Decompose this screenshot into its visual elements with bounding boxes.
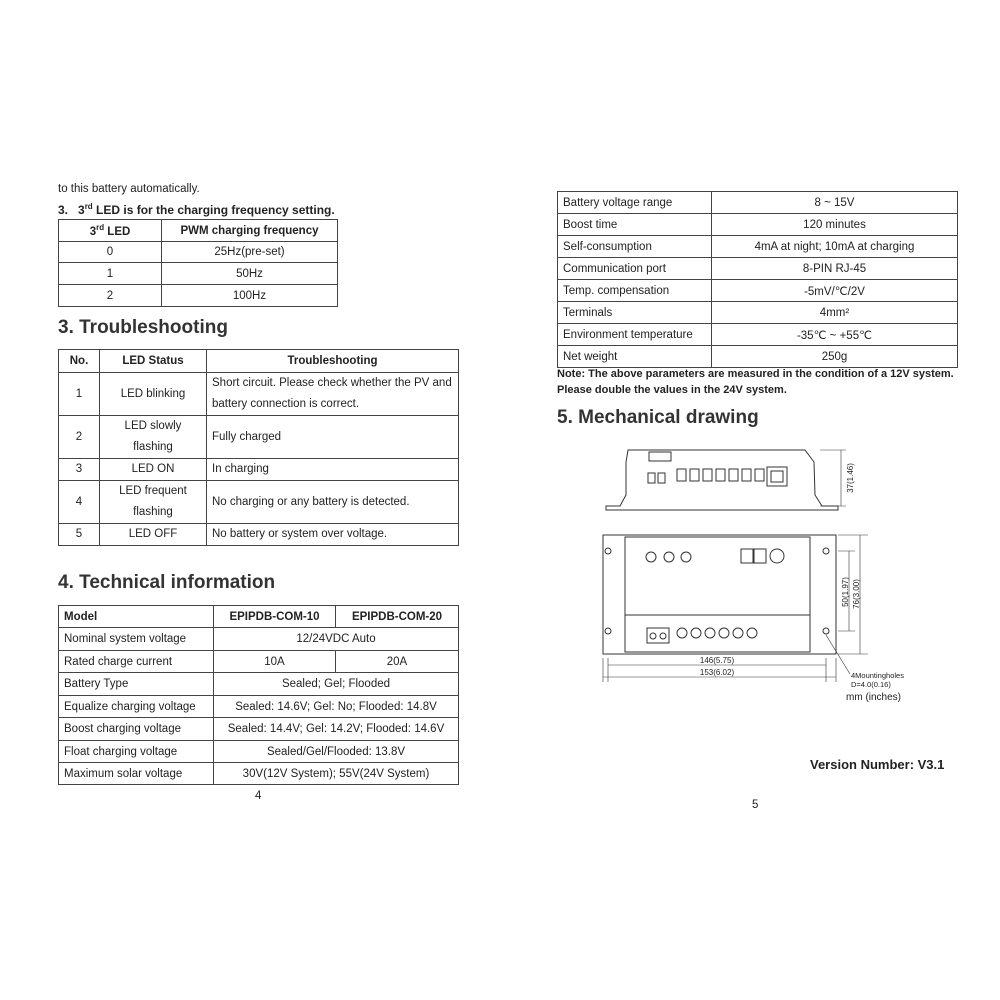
trouble-header-no: No. bbox=[59, 350, 100, 373]
spec-label: Net weight bbox=[558, 346, 712, 368]
trouble-no: 5 bbox=[59, 524, 100, 546]
tech-label: Boost charging voltage bbox=[59, 718, 214, 741]
spec-value: 120 minutes bbox=[712, 214, 958, 236]
trouble-header-action: Troubleshooting bbox=[207, 350, 459, 373]
trouble-action: Fully charged bbox=[207, 416, 459, 459]
tech-value: Sealed: 14.4V; Gel: 14.2V; Flooded: 14.6V bbox=[214, 718, 459, 741]
tech-label: Float charging voltage bbox=[59, 741, 214, 763]
tech-value: 20A bbox=[336, 651, 459, 673]
spec-label: Terminals bbox=[558, 302, 712, 324]
hole-diameter-label: D=4.0(0.16) bbox=[851, 680, 891, 689]
spec-label: Temp. compensation bbox=[558, 280, 712, 302]
spec-label: Boost time bbox=[558, 214, 712, 236]
measurement-note: Note: The above parameters are measured in the condition of a 12V system. Please double the values in the 24V system. bbox=[557, 368, 954, 396]
top-view bbox=[603, 535, 836, 654]
intro-text: to this battery automatically. bbox=[58, 183, 200, 195]
trouble-status: LED slowly flashing bbox=[100, 416, 207, 459]
spec-value: 8-PIN RJ-45 bbox=[712, 258, 958, 280]
mounting-holes-label: 4Mountingholes bbox=[851, 671, 904, 680]
trouble-action: No charging or any battery is detected. bbox=[207, 481, 459, 524]
trouble-action: Short circuit. Please check whether the PV and battery connection is correct. bbox=[207, 373, 459, 416]
tech-header-model20: EPIPDB-COM-20 bbox=[336, 606, 459, 628]
spec-label: Communication port bbox=[558, 258, 712, 280]
tech-label: Battery Type bbox=[59, 673, 214, 696]
frequency-table bbox=[58, 219, 338, 307]
freq-cell: 0 bbox=[59, 242, 162, 263]
freq-cell: 25Hz(pre-set) bbox=[162, 242, 338, 263]
trouble-action: No battery or system over voltage. bbox=[207, 524, 459, 546]
trouble-action: In charging bbox=[207, 459, 459, 481]
tech-header-model10: EPIPDB-COM-10 bbox=[214, 606, 336, 628]
spec-value: -5mV/℃/2V bbox=[712, 280, 958, 302]
troubleshooting-table bbox=[58, 349, 459, 546]
version-number: Version Number: V3.1 bbox=[810, 757, 945, 772]
side-view bbox=[606, 450, 846, 510]
trouble-no: 3 bbox=[59, 459, 100, 481]
technical-title: 4. Technical information bbox=[58, 572, 276, 593]
tech-value: Sealed: 14.6V; Gel: No; Flooded: 14.8V bbox=[214, 696, 459, 718]
spec-label: Self-consumption bbox=[558, 236, 712, 258]
freq-cell: 1 bbox=[59, 263, 162, 285]
spec-value: 4mA at night; 10mA at charging bbox=[712, 236, 958, 258]
dim-outer-height: 76(3.00) bbox=[852, 579, 861, 609]
page-number-right: 5 bbox=[752, 799, 759, 811]
trouble-status: LED frequent flashing bbox=[100, 481, 207, 524]
freq-header-led: 3rd LED bbox=[59, 220, 162, 242]
dim-height: 37(1.46) bbox=[846, 463, 855, 493]
spec-table bbox=[557, 191, 958, 368]
freq-header-pwm: PWM charging frequency bbox=[162, 220, 338, 242]
spec-value: 8 ~ 15V bbox=[712, 192, 958, 214]
mechanical-title: 5. Mechanical drawing bbox=[557, 407, 759, 428]
troubleshooting-title: 3. Troubleshooting bbox=[58, 317, 228, 338]
trouble-header-status: LED Status bbox=[100, 350, 207, 373]
tech-label: Maximum solar voltage bbox=[59, 763, 214, 785]
trouble-status: LED blinking bbox=[100, 373, 207, 416]
spec-value: -35℃ ~ +55℃ bbox=[712, 324, 958, 346]
units-label: mm (inches) bbox=[846, 692, 902, 703]
dim-inner-width: 146(5.75) bbox=[699, 656, 735, 665]
freq-cell: 100Hz bbox=[162, 285, 338, 307]
tech-header-model: Model bbox=[59, 606, 214, 628]
spec-value: 250g bbox=[712, 346, 958, 368]
tech-value: 30V(12V System); 55V(24V System) bbox=[214, 763, 459, 785]
page-number-left: 4 bbox=[255, 790, 262, 802]
trouble-status: LED ON bbox=[100, 459, 207, 481]
tech-value: 12/24VDC Auto bbox=[214, 628, 459, 651]
trouble-no: 4 bbox=[59, 481, 100, 524]
trouble-status: LED OFF bbox=[100, 524, 207, 546]
tech-value: Sealed; Gel; Flooded bbox=[214, 673, 459, 696]
technical-table bbox=[58, 605, 459, 785]
tech-value: Sealed/Gel/Flooded: 13.8V bbox=[214, 741, 459, 763]
mechanical-drawing bbox=[595, 440, 904, 710]
trouble-no: 1 bbox=[59, 373, 100, 416]
led3-heading: 3. 3rd LED is for the charging frequency setting. bbox=[58, 202, 335, 217]
tech-label: Nominal system voltage bbox=[59, 628, 214, 651]
spec-value: 4mm² bbox=[712, 302, 958, 324]
dimension-lines bbox=[603, 535, 868, 682]
tech-label: Rated charge current bbox=[59, 651, 214, 673]
dim-inner-height: 50(1.97) bbox=[841, 577, 850, 607]
spec-label: Battery voltage range bbox=[558, 192, 712, 214]
dim-outer-width: 153(6.02) bbox=[699, 668, 735, 677]
tech-value: 10A bbox=[214, 651, 336, 673]
tech-label: Equalize charging voltage bbox=[59, 696, 214, 718]
freq-cell: 2 bbox=[59, 285, 162, 307]
spec-label: Environment temperature bbox=[558, 324, 712, 346]
trouble-no: 2 bbox=[59, 416, 100, 459]
freq-cell: 50Hz bbox=[162, 263, 338, 285]
